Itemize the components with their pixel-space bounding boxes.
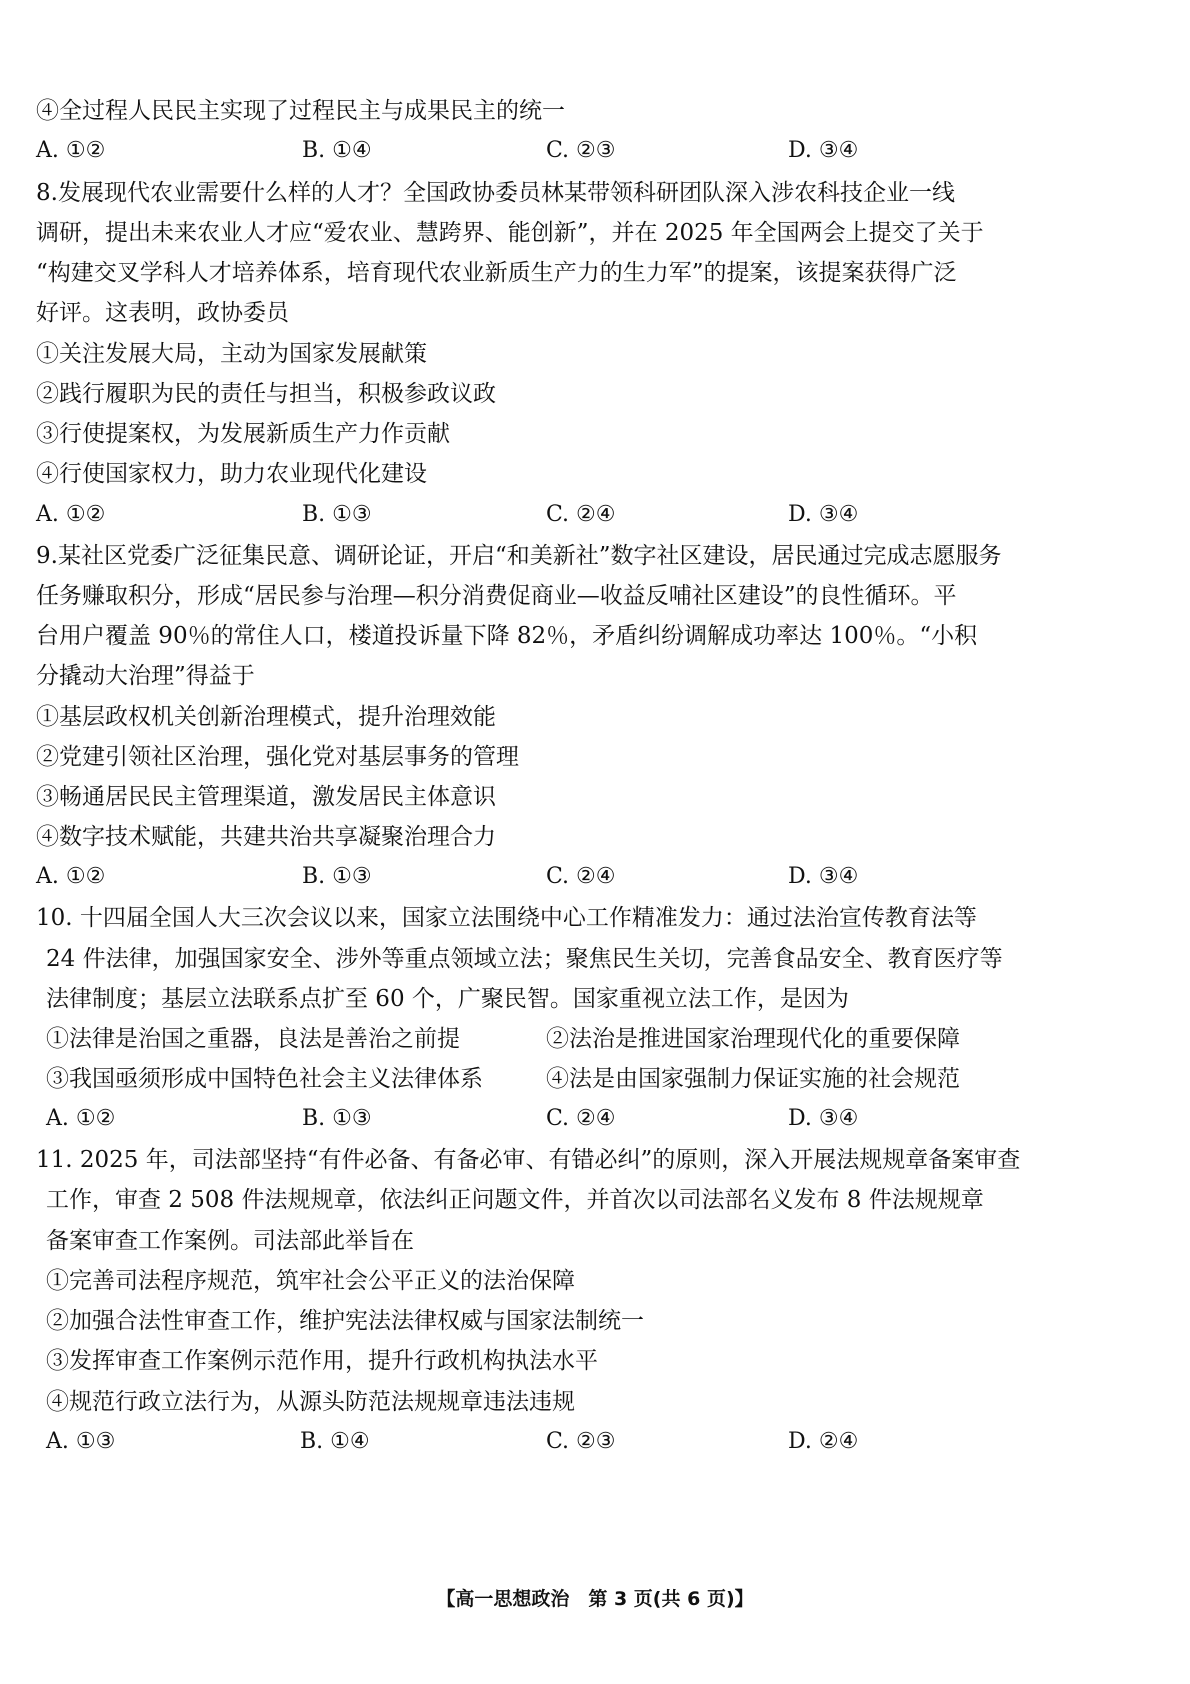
q11-item-1: ①完善司法程序规范，筑牢社会公平正义的法治保障 — [46, 1268, 575, 1294]
q7-option-d: D. ③④ — [788, 138, 859, 163]
q9-item-1: ①基层政权机关创新治理模式，提升治理效能 — [36, 704, 496, 730]
q9-item-4: ④数字技术赋能，共建共治共享凝聚治理合力 — [36, 824, 496, 850]
q8-stem-line: “构建交叉学科人才培养体系，培育现代农业新质生产力的生力军”的提案，该提案获得广泛 — [36, 260, 957, 286]
q8-option-c: C. ②④ — [546, 502, 616, 527]
q7-option-b: B. ①④ — [302, 138, 372, 163]
q10-item-3: ③我国亟须形成中国特色社会主义法律体系 — [46, 1066, 483, 1092]
q10-stem-line: 10. 十四届全国人大三次会议以来，国家立法围绕中心工作精准发力：通过法治宣传教育法等 — [36, 905, 977, 931]
q10-item-4: ④法是由国家强制力保证实施的社会规范 — [546, 1066, 960, 1092]
q11-stem-line: 工作，审查 2 508 件法规规章，依法纠正问题文件，并首次以司法部名义发布 8 件法规规章 — [46, 1187, 984, 1213]
q8-item-1: ①关注发展大局，主动为国家发展献策 — [36, 341, 427, 367]
q8-stem-line: 8.发展现代农业需要什么样的人才？全国政协委员林某带领科研团队深入涉农科技企业一线 — [36, 180, 955, 206]
q8-option-a: A. ①② — [36, 502, 106, 527]
q9-option-a: A. ①② — [36, 864, 106, 889]
q11-option-a: A. ①③ — [46, 1429, 116, 1454]
q8-option-b: B. ①③ — [302, 502, 372, 527]
q7-option-a: A. ①② — [36, 138, 106, 163]
q10-item-1: ①法律是治国之重器，良法是善治之前提 — [46, 1026, 460, 1052]
q9-item-3: ③畅通居民民主管理渠道，激发居民主体意识 — [36, 784, 496, 810]
q10-item-2: ②法治是推进国家治理现代化的重要保障 — [546, 1026, 960, 1052]
q10-stem-line: 法律制度；基层立法联系点扩至 60 个，广聚民智。国家重视立法工作，是因为 — [46, 986, 849, 1012]
q10-stem-line: 24 件法律，加强国家安全、涉外等重点领域立法；聚焦民生关切，完善食品安全、教育医疗等 — [46, 946, 1003, 972]
q11-option-b: B. ①④ — [300, 1429, 370, 1454]
q11-option-d: D. ②④ — [788, 1429, 859, 1454]
q8-item-2: ②践行履职为民的责任与担当，积极参政议政 — [36, 381, 496, 407]
q9-stem-line: 台用户覆盖 90％的常住人口，楼道投诉量下降 82％，矛盾纠纷调解成功率达 100％。“小积 — [36, 623, 978, 649]
q10-option-c: C. ②④ — [546, 1106, 616, 1131]
q11-stem-line: 备案审查工作案例。司法部此举旨在 — [46, 1228, 414, 1254]
q8-item-4: ④行使国家权力，助力农业现代化建设 — [36, 461, 427, 487]
q9-option-c: C. ②④ — [546, 864, 616, 889]
q7-option-c: C. ②③ — [546, 138, 616, 163]
q11-stem-line: 11. 2025 年，司法部坚持“有件必备、有备必审、有错必纠”的原则，深入开展法规规章备案审查 — [36, 1147, 1021, 1173]
q7-item-4: ④全过程人民民主实现了过程民主与成果民主的统一 — [36, 98, 565, 124]
q9-option-b: B. ①③ — [302, 864, 372, 889]
q10-option-b: B. ①③ — [302, 1106, 372, 1131]
q8-item-3: ③行使提案权，为发展新质生产力作贡献 — [36, 421, 450, 447]
q11-item-4: ④规范行政立法行为，从源头防范法规规章违法违规 — [46, 1389, 575, 1415]
q9-stem-line: 任务赚取积分，形成“居民参与治理—积分消费促商业—收益反哺社区建设”的良性循环。平 — [36, 583, 957, 609]
q9-item-2: ②党建引领社区治理，强化党对基层事务的管理 — [36, 744, 519, 770]
q8-stem-line: 调研，提出未来农业人才应“爱农业、慧跨界、能创新”，并在 2025 年全国两会上提交了关于 — [36, 220, 984, 246]
q10-option-d: D. ③④ — [788, 1106, 859, 1131]
q11-item-3: ③发挥审查工作案例示范作用，提升行政机构执法水平 — [46, 1348, 598, 1374]
q9-stem-line: 分撬动大治理”得益于 — [36, 663, 255, 689]
q10-option-a: A. ①② — [46, 1106, 116, 1131]
q8-stem-line: 好评。这表明，政协委员 — [36, 300, 289, 326]
page-footer: 【高一思想政治 第 3 页(共 6 页)】 — [436, 1588, 754, 1610]
q9-stem-line: 9.某社区党委广泛征集民意、调研论证，开启“和美新社”数字社区建设，居民通过完成志愿服务 — [36, 543, 1002, 569]
q11-option-c: C. ②③ — [546, 1429, 616, 1454]
q9-option-d: D. ③④ — [788, 864, 859, 889]
q8-option-d: D. ③④ — [788, 502, 859, 527]
q11-item-2: ②加强合法性审查工作，维护宪法法律权威与国家法制统一 — [46, 1308, 644, 1334]
